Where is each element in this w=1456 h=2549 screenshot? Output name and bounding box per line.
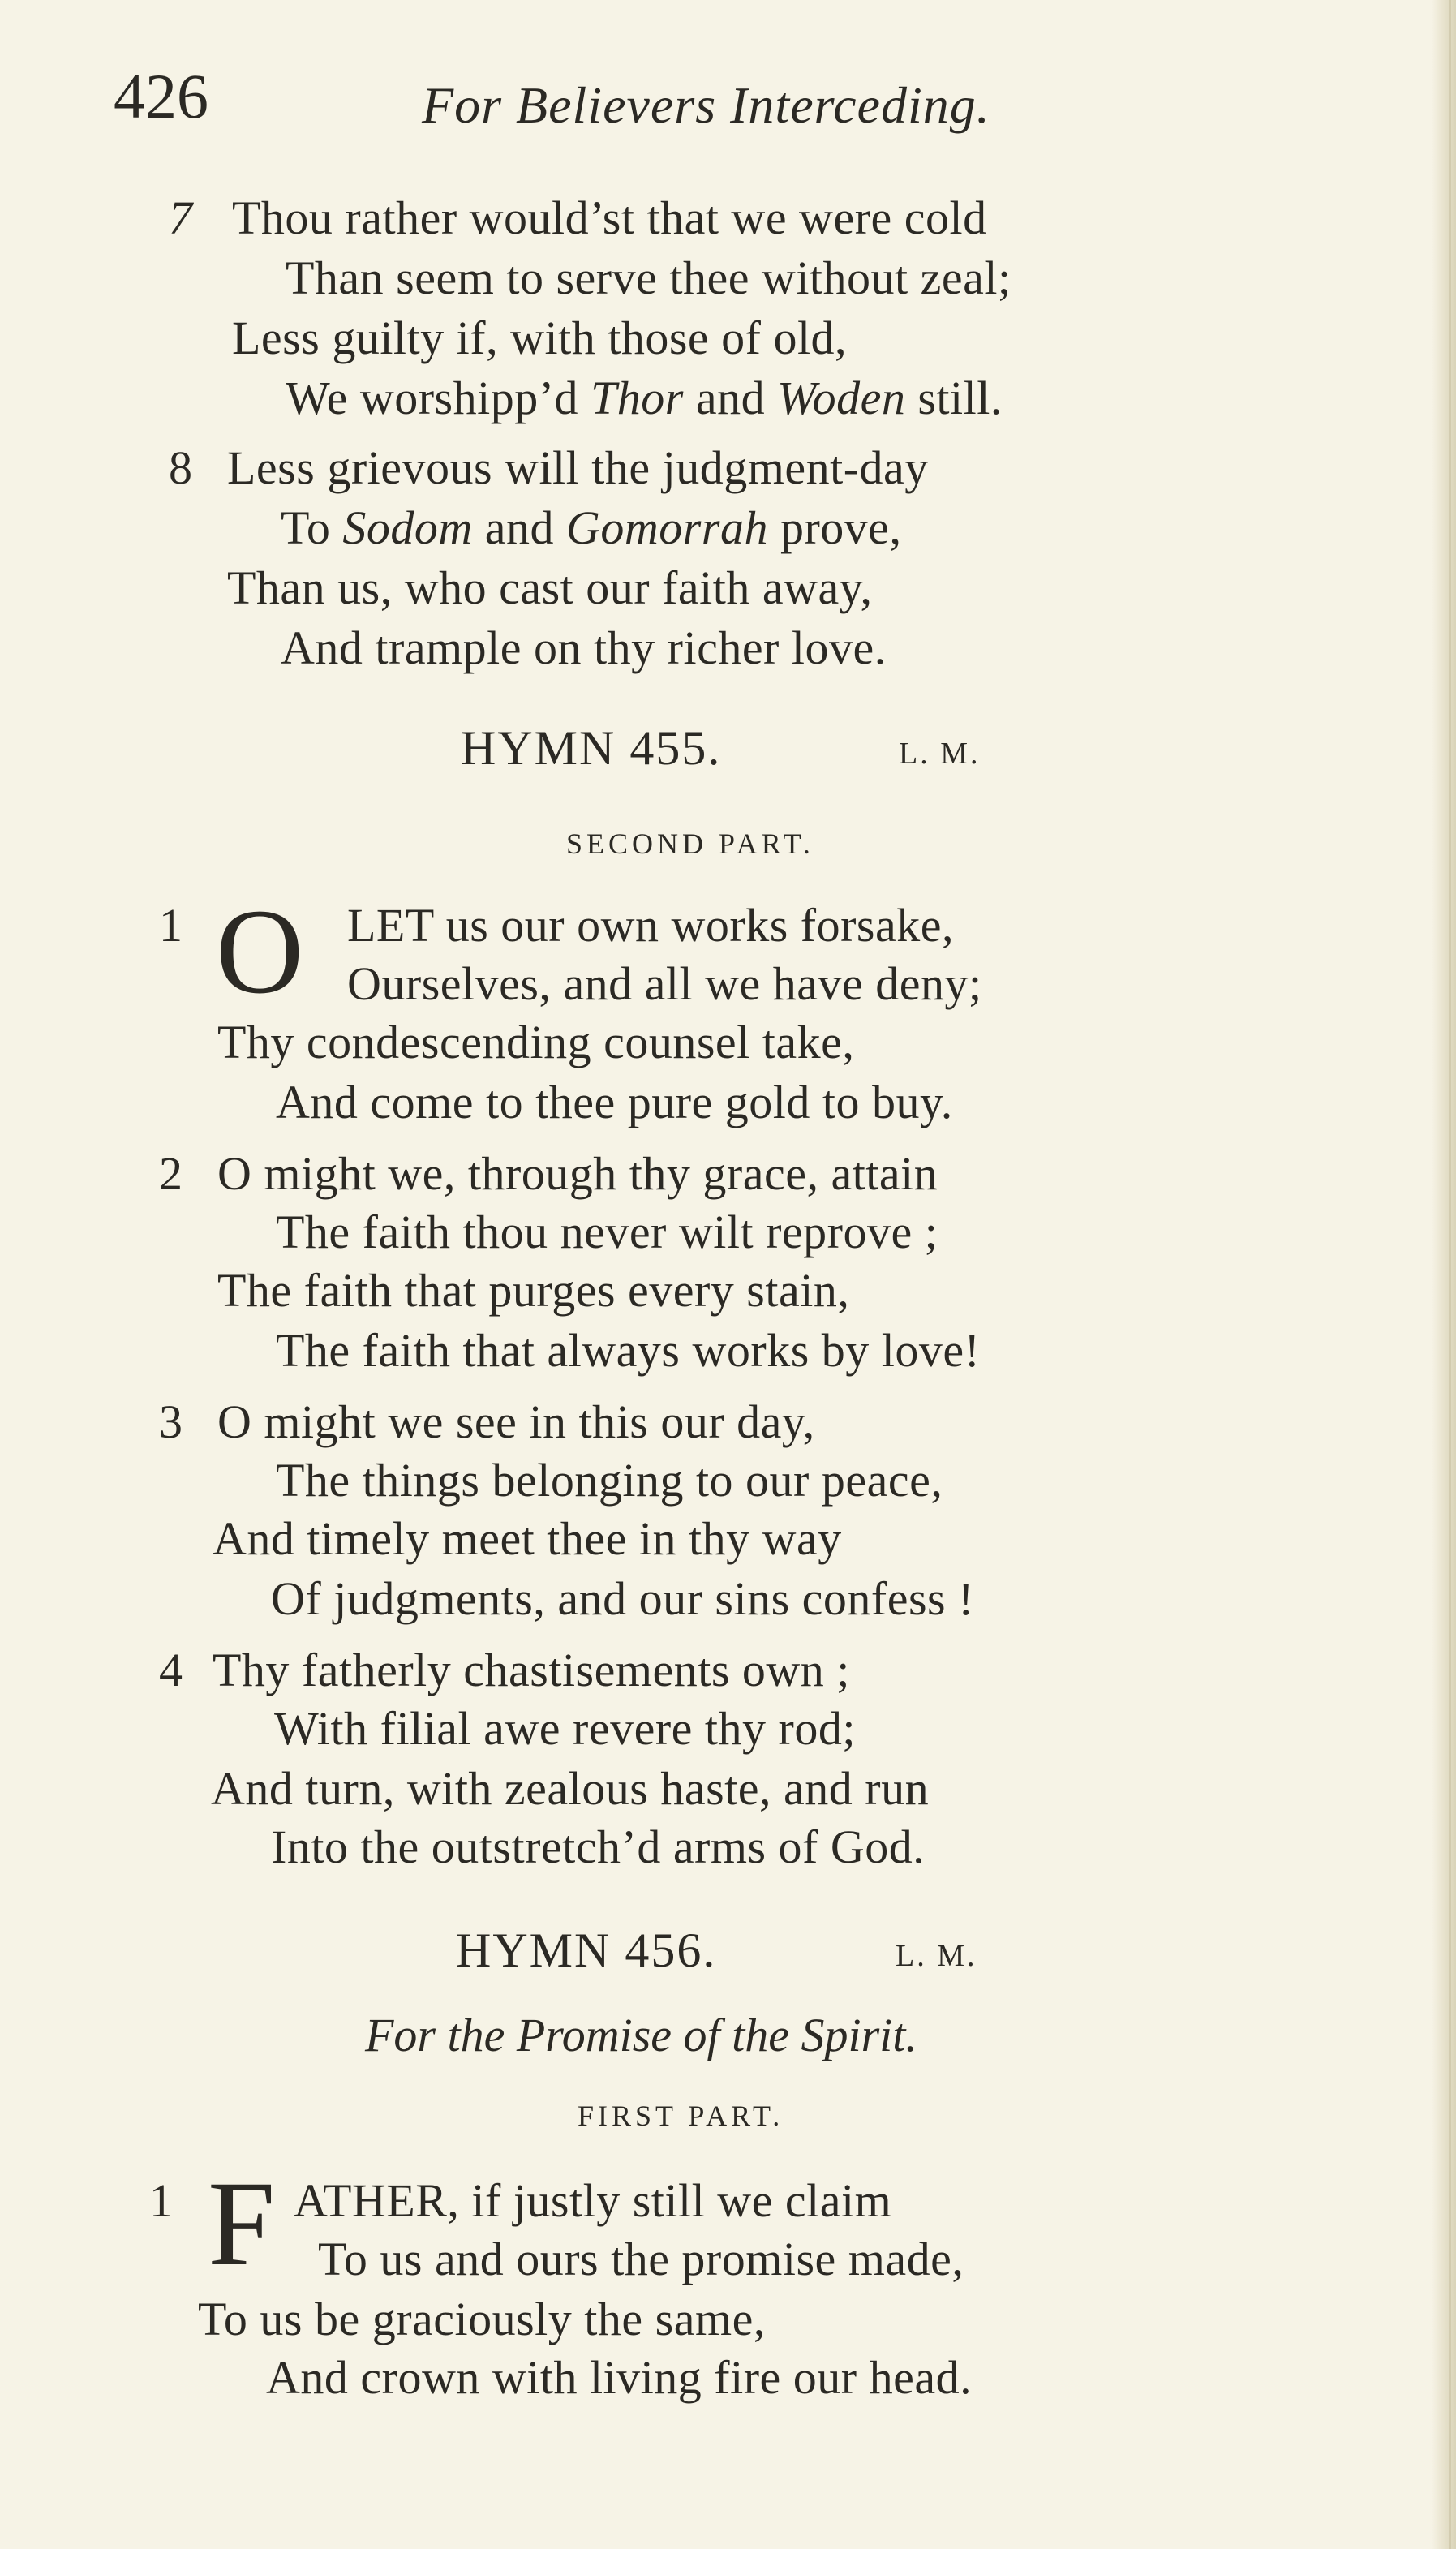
verse-line-italic: Thor — [591, 372, 684, 424]
verse-line: Less guilty if, with those of old, — [232, 312, 848, 364]
verse-line — [286, 372, 1003, 424]
page-edge-line — [1449, 0, 1451, 2549]
verse-line: Thy condescending counsel take, — [217, 1016, 855, 1068]
verse-line: Less grievous will the judgment-day — [227, 441, 929, 494]
verse-line: With filial awe revere thy rod; — [274, 1702, 856, 1755]
verse-number: 1 — [149, 2174, 173, 2227]
page-number: 426 — [114, 61, 208, 131]
verse-line-part: and — [683, 372, 778, 424]
verse-line: And trample on thy richer love. — [281, 621, 887, 674]
drop-cap: O — [216, 884, 304, 1019]
verse-number: 1 — [159, 899, 183, 952]
hymn-title: HYMN 456. — [456, 1924, 717, 1977]
verse-line — [281, 501, 902, 554]
verse-line: And come to thee pure gold to buy. — [276, 1076, 953, 1128]
verse-line: And crown with living fire our head. — [266, 2351, 973, 2404]
verse-line-part: prove, — [767, 501, 902, 554]
hymn-subtitle: For the Promise of the Spirit. — [365, 2009, 917, 2061]
verse-line: And timely meet thee in thy way — [213, 1512, 842, 1565]
verse-line: ATHER, if justly still we claim — [294, 2174, 892, 2227]
verse-line: The faith that purges every stain, — [217, 1264, 850, 1317]
part-label: SECOND PART. — [566, 827, 814, 860]
verse-number: 3 — [159, 1395, 183, 1448]
verse-line: To us and ours the promise made, — [318, 2233, 964, 2285]
verse-line-part: We worshipp’d — [286, 372, 591, 424]
verse-line: LET us our own works forsake, — [347, 899, 954, 952]
hymn-meter: L. M. — [899, 737, 981, 771]
page-edge — [1432, 0, 1456, 2549]
hymn-meter: L. M. — [896, 1939, 977, 1973]
part-label: FIRST PART. — [578, 2100, 784, 2132]
verse-line: And turn, with zealous haste, and run — [211, 1762, 930, 1815]
verse-line: The faith thou never wilt reprove ; — [276, 1206, 938, 1258]
verse-number: 8 — [169, 441, 192, 494]
verse-line: Than seem to serve thee without zeal; — [286, 251, 1011, 304]
verse-line-part: To — [281, 501, 343, 554]
hymn-title: HYMN 455. — [461, 721, 722, 775]
verse-line: Thy fatherly chastisements own ; — [213, 1644, 850, 1696]
verse-number: 7 — [169, 191, 192, 244]
verse-line: Into the outstretch’d arms of God. — [271, 1820, 926, 1873]
verse-line-part: still. — [905, 372, 1003, 424]
verse-line: Than us, who cast our faith away, — [227, 561, 873, 614]
verse-line: Thou rather would’st that we were cold — [232, 191, 987, 244]
verse-line-italic: Gomorrah — [566, 501, 768, 554]
verse-line: O might we, through thy grace, attain — [217, 1147, 938, 1200]
verse-line: The faith that always works by love! — [276, 1324, 981, 1377]
drop-cap: F — [208, 2156, 276, 2291]
verse-number: 4 — [159, 1644, 183, 1696]
verse-line: Ourselves, and all we have deny; — [347, 957, 982, 1010]
verse-number: 2 — [159, 1147, 183, 1200]
verse-line: To us be graciously the same, — [198, 2293, 766, 2345]
verse-line-italic: Sodom — [342, 501, 473, 554]
verse-line: Of judgments, and our sins confess ! — [271, 1572, 974, 1625]
verse-line-part: and — [472, 501, 567, 554]
verse-line: O might we see in this our day, — [217, 1395, 815, 1448]
verse-line: The things belonging to our peace, — [276, 1454, 943, 1507]
running-head: For Believers Interceding. — [422, 76, 990, 134]
verse-line-italic: Woden — [777, 372, 906, 424]
